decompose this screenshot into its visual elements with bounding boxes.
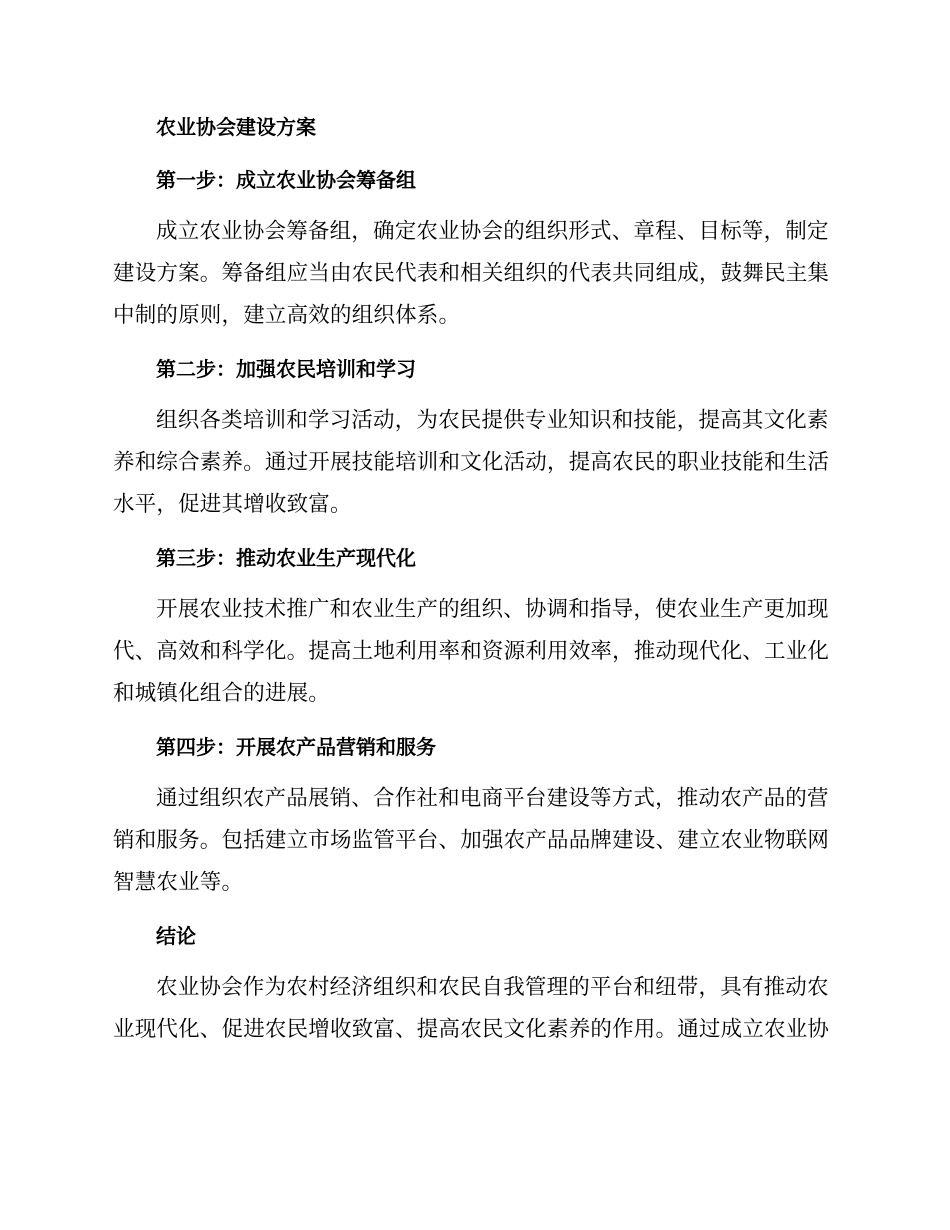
paragraph-line: 养和综合素养。通过开展技能培训和文化活动，提高农民的职业技能和生活 xyxy=(113,450,830,475)
section-paragraph-step-4 xyxy=(113,778,829,904)
paragraph-line: 中制的原则，建立高效的组织体系。 xyxy=(113,303,461,328)
paragraph-line: 代、高效和科学化。提高土地利用率和资源利用效率，推动现代化、工业化 xyxy=(113,639,830,664)
section-heading-step-4: 第四步：开展农产品营销和服务 xyxy=(156,735,436,759)
document-content xyxy=(113,106,829,1062)
paragraph-line: 水平，促进其增收致富。 xyxy=(113,492,352,517)
section-paragraph-conclusion xyxy=(113,967,829,1051)
paragraph-line: 和城镇化组合的进展。 xyxy=(113,681,331,706)
paragraph-line: 农业协会作为农村经济组织和农民自我管理的平台和纽带，具有推动农 xyxy=(156,975,829,1000)
section-heading-step-1: 第一步：成立农业协会筹备组 xyxy=(156,168,416,192)
section-paragraph-step-1 xyxy=(113,211,829,337)
section-paragraph-step-2 xyxy=(113,400,829,526)
section-heading-step-3: 第三步：推动农业生产现代化 xyxy=(156,546,416,570)
paragraph-line: 组织各类培训和学习活动，为农民提供专业知识和技能，提高其文化素 xyxy=(156,408,829,433)
paragraph-line: 销和服务。包括建立市场监管平台、加强农产品品牌建设、建立农业物联网 xyxy=(113,828,830,853)
paragraph-line: 建设方案。筹备组应当由农民代表和相关组织的代表共同组成，鼓舞民主集 xyxy=(113,261,830,286)
paragraph-line: 业现代化、促进农民增收致富、提高农民文化素养的作用。通过成立农业协 xyxy=(113,1017,830,1042)
paragraph-line: 成立农业协会筹备组，确定农业协会的组织形式、章程、目标等，制定 xyxy=(156,219,829,244)
section-heading-conclusion: 结论 xyxy=(156,924,196,948)
paragraph-line: 开展农业技术推广和农业生产的组织、协调和指导，使农业生产更加现 xyxy=(156,597,829,622)
section-heading-step-2: 第二步：加强农民培训和学习 xyxy=(156,357,416,381)
paragraph-line: 智慧农业等。 xyxy=(113,870,244,895)
document-title: 农业协会建设方案 xyxy=(156,115,316,139)
paragraph-line: 通过组织农产品展销、合作社和电商平台建设等方式，推动农产品的营 xyxy=(156,786,829,811)
section-paragraph-step-3 xyxy=(113,589,829,715)
